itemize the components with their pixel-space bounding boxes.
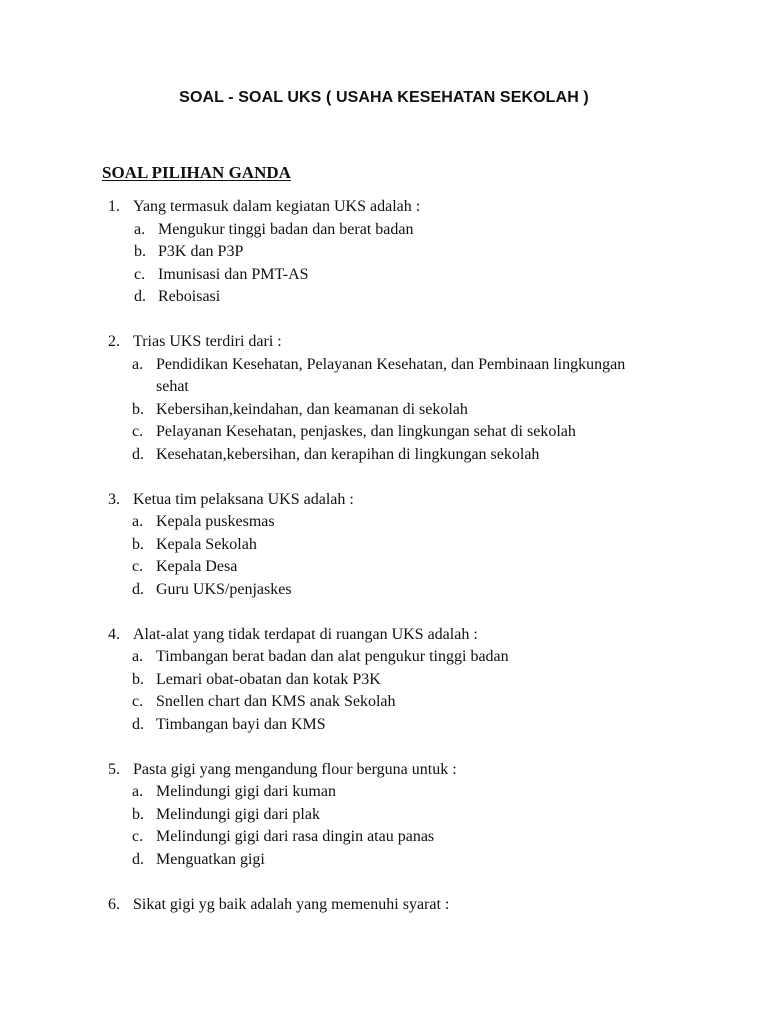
option-letter: b. (132, 805, 144, 823)
page-title: SOAL - SOAL UKS ( USAHA KESEHATAN SEKOLAH ) (179, 89, 589, 106)
option-d (0, 286, 768, 309)
option-letter: c. (132, 423, 144, 440)
option-letter: a. (132, 513, 144, 530)
option-text: Lemari obat-obatan dan kotak P3K (156, 670, 381, 688)
question-number: 2. (108, 333, 120, 350)
option-c (0, 556, 768, 579)
option-text: Pendidikan Kesehatan, Pelayanan Kesehatan, dan Pembinaan lingkungan sehat (156, 355, 626, 395)
option-text: Pelayanan Kesehatan, penjaskes, dan lingkungan sehat di sekolah (156, 423, 576, 440)
option-text: Kebersihan,keindahan, dan keamanan di sekolah (156, 400, 468, 418)
option-letter: d. (132, 445, 144, 463)
option-letter: c. (134, 265, 146, 283)
question-text: Ketua tim pelaksana UKS adalah : (133, 490, 354, 508)
option-a (0, 219, 768, 242)
option-b (0, 534, 768, 557)
option-b (0, 669, 768, 692)
option-letter: a. (134, 220, 146, 238)
option-b (0, 399, 768, 422)
option-text: Timbangan bayi dan KMS (156, 715, 326, 733)
option-letter: a. (132, 648, 144, 665)
option-b (0, 804, 768, 827)
option-letter: d. (132, 715, 144, 733)
question-6 (0, 894, 768, 917)
option-c (0, 421, 768, 444)
option-a (0, 781, 768, 804)
question-text: Trias UKS terdiri dari : (133, 333, 282, 350)
option-text: Kesehatan,kebersihan, dan kerapihan di lingkungan sekolah (156, 445, 540, 463)
option-text: P3K dan P3P (158, 243, 244, 260)
option-d (0, 849, 768, 872)
option-letter: d. (132, 850, 144, 868)
question-number: 6. (108, 895, 120, 913)
option-letter: b. (132, 400, 144, 418)
option-a (0, 511, 768, 534)
question-list (0, 196, 768, 939)
option-text: Melindungi gigi dari kuman (156, 783, 336, 800)
option-letter: b. (134, 243, 146, 260)
option-text: Snellen chart dan KMS anak Sekolah (156, 693, 396, 710)
option-letter: c. (132, 693, 144, 710)
question-4 (0, 624, 768, 737)
option-text: Kepala Desa (156, 558, 238, 575)
question-text: Alat-alat yang tidak terdapat di ruangan UKS adalah : (133, 625, 478, 643)
option-text: Guru UKS/penjaskes (156, 580, 292, 598)
option-text: Mengukur tinggi badan dan berat badan (158, 220, 414, 238)
option-c (0, 691, 768, 714)
option-letter: c. (132, 558, 144, 575)
question-text: Pasta gigi yang mengandung flour berguna untuk : (133, 760, 457, 778)
option-letter: d. (134, 288, 146, 305)
question-3 (0, 489, 768, 602)
option-letter: a. (132, 355, 144, 373)
question-text: Sikat gigi yg baik adalah yang memenuhi syarat : (133, 895, 450, 913)
option-letter: d. (132, 580, 144, 598)
question-number: 5. (108, 760, 120, 778)
option-d (0, 714, 768, 737)
option-c (0, 264, 768, 287)
option-text: Melindungi gigi dari plak (156, 805, 320, 823)
section-heading: SOAL PILIHAN GANDA (102, 163, 291, 182)
option-text: Kepala Sekolah (156, 535, 257, 553)
option-text: Melindungi gigi dari rasa dingin atau panas (156, 828, 435, 845)
question-number: 3. (108, 490, 120, 508)
question-number: 4. (108, 625, 120, 643)
option-text: Kepala puskesmas (156, 513, 275, 530)
option-text: Menguatkan gigi (156, 850, 265, 868)
question-text: Yang termasuk dalam kegiatan UKS adalah : (133, 198, 421, 215)
question-5 (0, 759, 768, 872)
question-2 (0, 331, 768, 466)
option-d (0, 579, 768, 602)
option-letter: b. (132, 670, 144, 688)
option-b (0, 241, 768, 264)
question-number: 1. (108, 198, 120, 215)
option-c (0, 826, 768, 849)
option-a (0, 354, 768, 399)
option-letter: c. (132, 828, 144, 845)
option-a (0, 646, 768, 669)
option-text: Timbangan berat badan dan alat pengukur tinggi badan (156, 648, 509, 665)
option-d (0, 444, 768, 467)
question-1 (0, 196, 768, 309)
option-text: Reboisasi (158, 288, 221, 305)
option-letter: a. (132, 783, 144, 800)
option-text: Imunisasi dan PMT-AS (158, 265, 309, 283)
option-letter: b. (132, 535, 144, 553)
